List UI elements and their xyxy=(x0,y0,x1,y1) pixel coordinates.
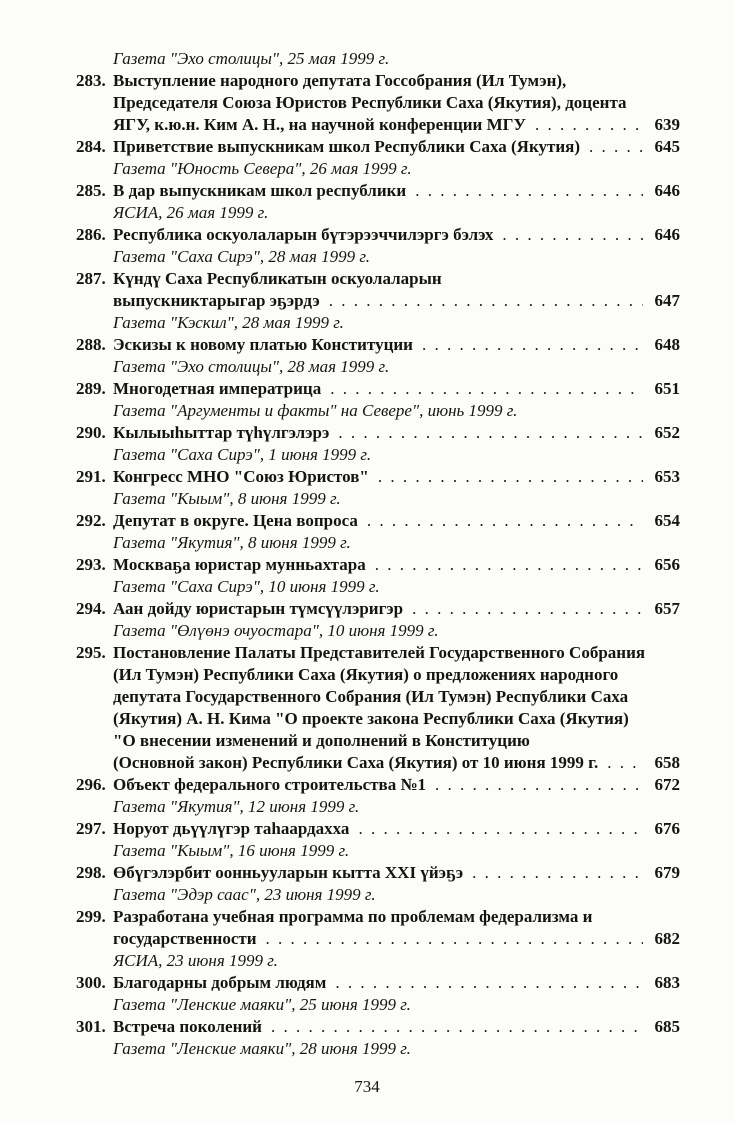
toc-entry xyxy=(76,862,680,906)
toc-entry xyxy=(76,554,680,598)
entry-title-lines xyxy=(113,774,680,796)
entry-title-text: Норуот дьүүлүгэр таһаардахха xyxy=(113,819,350,838)
dot-leader xyxy=(435,774,643,796)
entry-source: Газета "Эхо столицы", 28 мая 1999 г. xyxy=(113,357,390,376)
entry-number: 284. xyxy=(76,137,106,156)
entry-page-number: 647 xyxy=(654,291,680,310)
entry-title-text: Многодетная императрица xyxy=(113,379,322,398)
entry-number: 298. xyxy=(76,863,106,882)
entry-title-lines xyxy=(113,972,680,994)
entry-title-line xyxy=(113,554,680,576)
entry-title-line xyxy=(113,268,680,290)
entry-title-line xyxy=(113,708,680,730)
entry-title-lines xyxy=(113,554,680,576)
entry-number: 293. xyxy=(76,555,106,574)
toc-entry xyxy=(76,334,680,378)
entry-title-line xyxy=(113,686,680,708)
leading-source-line: Газета "Эхо столицы", 25 мая 1999 г. xyxy=(113,49,390,68)
dot-leader xyxy=(271,1016,643,1038)
entry-page-number: 672 xyxy=(654,775,680,794)
entry-number: 301. xyxy=(76,1017,106,1036)
entry-title-text: выпускниктарыгар эҕэрдэ xyxy=(113,291,320,310)
entry-page-number: 646 xyxy=(654,225,680,244)
dot-leader xyxy=(422,334,643,356)
entry-title-line xyxy=(113,180,680,202)
entry-source: Газета "Ленские маяки", 25 июня 1999 г. xyxy=(113,995,411,1014)
entry-title-text: Благодарны добрым людям xyxy=(113,973,327,992)
entry-title-line xyxy=(113,664,680,686)
entry-number: 283. xyxy=(76,71,106,90)
entry-title-lines xyxy=(113,422,680,444)
entry-title-text: Эскизы к новому платью Конституции xyxy=(113,335,413,354)
dot-leader xyxy=(330,378,643,400)
entry-title-line xyxy=(113,378,680,400)
entry-title-text: Кылыыһыттар түһүлгэлэрэ xyxy=(113,423,330,442)
entry-source: Газета "Өлүөнэ очуостара", 10 июня 1999 г. xyxy=(113,621,439,640)
entry-number: 297. xyxy=(76,819,106,838)
entry-page-number: 676 xyxy=(654,819,680,838)
dot-leader xyxy=(415,180,643,202)
entry-title-line xyxy=(113,136,680,158)
entry-title-lines xyxy=(113,136,680,158)
entry-title-text: (Основной закон) Республики Саха (Якутия) от 10 июня 1999 г. xyxy=(113,753,599,772)
toc-entry xyxy=(76,510,680,554)
entry-title-line xyxy=(113,92,680,114)
entry-title-line xyxy=(113,510,680,532)
entry-title-text: (Якутия) А. Н. Кима "О проекте закона Республики Саха (Якутия) xyxy=(113,709,629,728)
entry-title-lines xyxy=(113,180,680,202)
dot-leader xyxy=(375,554,643,576)
entry-title-text: Конгресс МНО "Союз Юристов" xyxy=(113,467,369,486)
entry-page-number: 656 xyxy=(654,555,680,574)
entry-title-line xyxy=(113,422,680,444)
entry-title-text: депутата Государственного Собрания (Ил Тумэн) Республики Саха xyxy=(113,687,629,706)
entry-title-lines xyxy=(113,818,680,840)
entry-title-lines xyxy=(113,1016,680,1038)
entry-title-text: Күндү Саха Республикатын оскуолаларын xyxy=(113,269,442,288)
toc-entry xyxy=(76,136,680,180)
entry-title-text: Москваҕа юристар мунньахтара xyxy=(113,555,366,574)
entry-page-number: 679 xyxy=(654,863,680,882)
entry-source: ЯСИА, 23 июня 1999 г. xyxy=(113,951,278,970)
entry-title-line xyxy=(113,466,680,488)
dot-leader xyxy=(502,224,643,246)
entry-title-text: Аан дойду юристарын түмсүүлэригэр xyxy=(113,599,404,618)
entry-title-lines xyxy=(113,466,680,488)
entry-source: Газета "Аргументы и факты" на Севере", июнь 1999 г. xyxy=(113,401,518,420)
dot-leader xyxy=(589,136,643,158)
toc-entry xyxy=(76,598,680,642)
entry-source: Газета "Саха Сирэ", 10 июня 1999 г. xyxy=(113,577,380,596)
entry-title-text: Приветствие выпускникам школ Республики Саха (Якутия) xyxy=(113,137,581,156)
entry-page-number: 652 xyxy=(654,423,680,442)
dot-leader xyxy=(535,114,643,136)
entry-number: 291. xyxy=(76,467,106,486)
entry-title-line xyxy=(113,642,680,664)
entry-title-text: В дар выпускникам школ республики xyxy=(113,181,407,200)
dot-leader xyxy=(335,972,643,994)
toc-entries xyxy=(76,70,680,1060)
entry-title-line xyxy=(113,1016,680,1038)
entry-page-number: 658 xyxy=(654,753,680,772)
entry-number: 288. xyxy=(76,335,106,354)
entry-title-text: Республика оскуолаларын бүтэрээччилэргэ бэлэх xyxy=(113,225,494,244)
entry-title-line xyxy=(113,906,680,928)
entry-title-lines xyxy=(113,510,680,532)
entry-title-line xyxy=(113,290,680,312)
entry-title-lines xyxy=(113,906,680,950)
entry-title-text: Депутат в округе. Цена вопроса xyxy=(113,511,358,530)
entry-number: 295. xyxy=(76,643,106,662)
entry-page-number: 646 xyxy=(654,181,680,200)
entry-source: Газета "Кыым", 8 июня 1999 г. xyxy=(113,489,341,508)
entry-source: Газета "Юность Севера", 26 мая 1999 г. xyxy=(113,159,412,178)
entry-source: Газета "Эдэр саас", 23 июня 1999 г. xyxy=(113,885,376,904)
toc-entry xyxy=(76,378,680,422)
entry-title-line xyxy=(113,730,680,752)
entry-title-text: ЯГУ, к.ю.н. Ким А. Н., на научной конференции МГУ xyxy=(113,115,526,134)
entry-title-line xyxy=(113,774,680,796)
entry-title-line xyxy=(113,862,680,884)
toc-entry xyxy=(76,224,680,268)
entry-page-number: 657 xyxy=(654,599,680,618)
entry-title-text: государственности xyxy=(113,929,257,948)
entry-page-number: 639 xyxy=(654,115,680,134)
entry-number: 289. xyxy=(76,379,106,398)
toc-entry xyxy=(76,774,680,818)
toc-entry xyxy=(76,422,680,466)
dot-leader xyxy=(378,466,643,488)
entry-title-line xyxy=(113,598,680,620)
entry-source: Газета "Саха Сирэ", 1 июня 1999 г. xyxy=(113,445,372,464)
entry-title-text: Разработана учебная программа по проблемам федерализма и xyxy=(113,907,593,926)
entry-title-text: (Ил Тумэн) Республики Саха (Якутия) о предложениях народного xyxy=(113,665,619,684)
entry-title-lines xyxy=(113,224,680,246)
toc-entry xyxy=(76,268,680,334)
entry-source: Газета "Якутия", 12 июня 1999 г. xyxy=(113,797,360,816)
dot-leader xyxy=(472,862,643,884)
toc-entry xyxy=(76,818,680,862)
toc-entry xyxy=(76,972,680,1016)
entry-title-lines xyxy=(113,70,680,136)
entry-title-lines xyxy=(113,378,680,400)
toc-entry xyxy=(76,180,680,224)
entry-title-text: Встреча поколений xyxy=(113,1017,262,1036)
entry-title-text: Өбүгэлэрбит оонньууларын кытта XXI үйэҕэ xyxy=(113,863,464,882)
dot-leader xyxy=(412,598,643,620)
entry-title-line xyxy=(113,224,680,246)
entry-title-lines xyxy=(113,862,680,884)
entry-title-line xyxy=(113,818,680,840)
entry-title-lines xyxy=(113,334,680,356)
dot-leader xyxy=(358,818,643,840)
footer-page-number: 734 xyxy=(354,1077,380,1096)
entry-title-lines xyxy=(113,268,680,312)
entry-source: Газета "Кэскил", 28 мая 1999 г. xyxy=(113,313,344,332)
dot-leader xyxy=(266,928,643,950)
entry-number: 292. xyxy=(76,511,106,530)
entry-title-line xyxy=(113,928,680,950)
entry-title-text: Выступление народного депутата Госсобрания (Ил Тумэн), xyxy=(113,71,567,90)
entry-page-number: 685 xyxy=(654,1017,680,1036)
entry-page-number: 653 xyxy=(654,467,680,486)
entry-title-line xyxy=(113,114,680,136)
entry-title-text: "О внесении изменений и дополнений в Конституцию xyxy=(113,731,530,750)
toc-entry xyxy=(76,70,680,136)
entry-number: 299. xyxy=(76,907,106,926)
entry-source: ЯСИА, 26 мая 1999 г. xyxy=(113,203,269,222)
entry-page-number: 654 xyxy=(654,511,680,530)
entry-source: Газета "Саха Сирэ", 28 мая 1999 г. xyxy=(113,247,371,266)
toc-entry xyxy=(76,642,680,774)
entry-page-number: 683 xyxy=(654,973,680,992)
entry-number: 287. xyxy=(76,269,106,288)
table-of-contents xyxy=(76,48,680,1060)
entry-number: 286. xyxy=(76,225,106,244)
entry-title-lines xyxy=(113,642,680,774)
entry-title-line xyxy=(113,334,680,356)
entry-source: Газета "Ленские маяки", 28 июня 1999 г. xyxy=(113,1039,411,1058)
entry-number: 285. xyxy=(76,181,106,200)
entry-page-number: 648 xyxy=(654,335,680,354)
entry-number: 296. xyxy=(76,775,106,794)
entry-title-line xyxy=(113,752,680,774)
dot-leader xyxy=(367,510,643,532)
toc-entry xyxy=(76,466,680,510)
entry-page-number: 651 xyxy=(654,379,680,398)
entry-title-text: Председателя Союза Юристов Республики Саха (Якутия), доцента xyxy=(113,93,627,112)
entry-page-number: 645 xyxy=(654,137,680,156)
entry-source: Газета "Кыым", 16 июня 1999 г. xyxy=(113,841,350,860)
dot-leader xyxy=(329,290,643,312)
entry-title-text: Постановление Палаты Представителей Государственного Собрания xyxy=(113,643,646,662)
entry-number: 294. xyxy=(76,599,106,618)
entry-title-line xyxy=(113,70,680,92)
entry-number: 300. xyxy=(76,973,106,992)
toc-entry xyxy=(76,906,680,972)
dot-leader xyxy=(338,422,643,444)
entry-title-lines xyxy=(113,598,680,620)
toc-entry xyxy=(76,1016,680,1060)
entry-title-line xyxy=(113,972,680,994)
entry-page-number: 682 xyxy=(654,929,680,948)
entry-title-text: Объект федерального строительства №1 xyxy=(113,775,427,794)
dot-leader xyxy=(607,752,643,774)
entry-number: 290. xyxy=(76,423,106,442)
entry-source: Газета "Якутия", 8 июня 1999 г. xyxy=(113,533,351,552)
